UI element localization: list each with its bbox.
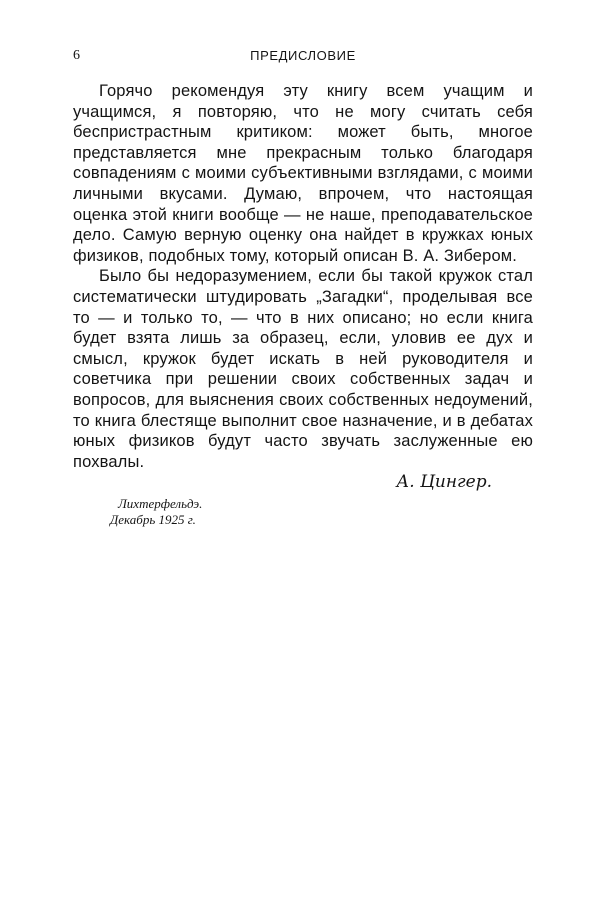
running-head [73, 48, 533, 68]
paragraph-misunderstanding: Было бы недоразумением, если бы такой кружок стал систематически штудировать „Загадки“, проделывая все то — и только то, — что в них описано; но если книга будет взята лишь за образец, если, уловив ее дух и смысл, кружок будет искать в ней руководителя и советчика при решении своих собственных задач и вопросов, для выяснения своих собственных недоумений, то книга блестяще выполнит свое назначение, и в дебатах юных физиков будут часто звучать заслуженные ею похвалы. [73, 267, 533, 471]
author-signature: А. Цингер. [396, 472, 492, 492]
paragraph-recommendation: Горячо рекомендуя эту книгу всем учащим и учащимся, я повторяю, что не могу считать себя беспристрастным критиком: может быть, многое представляется мне прекрасным только благодаря совпадениям с моими субъективными взглядами, с моими личными вкусами. Думаю, впрочем, что настоящая оценка этой книги вообще — не наше, преподавательское дело. Самую верную оценку она найдет в кружках юных физиков, подобных тому, который описан В. А. Зибером. [73, 82, 533, 265]
body-text [73, 81, 533, 472]
dateline [110, 496, 202, 527]
page-number: 6 [73, 48, 80, 63]
dateline-date: Декабрь 1925 г. [110, 511, 196, 527]
running-title: ПРЕДИСЛОВИЕ [250, 48, 356, 63]
dateline-place: Лихтерфельдэ. [118, 496, 203, 511]
